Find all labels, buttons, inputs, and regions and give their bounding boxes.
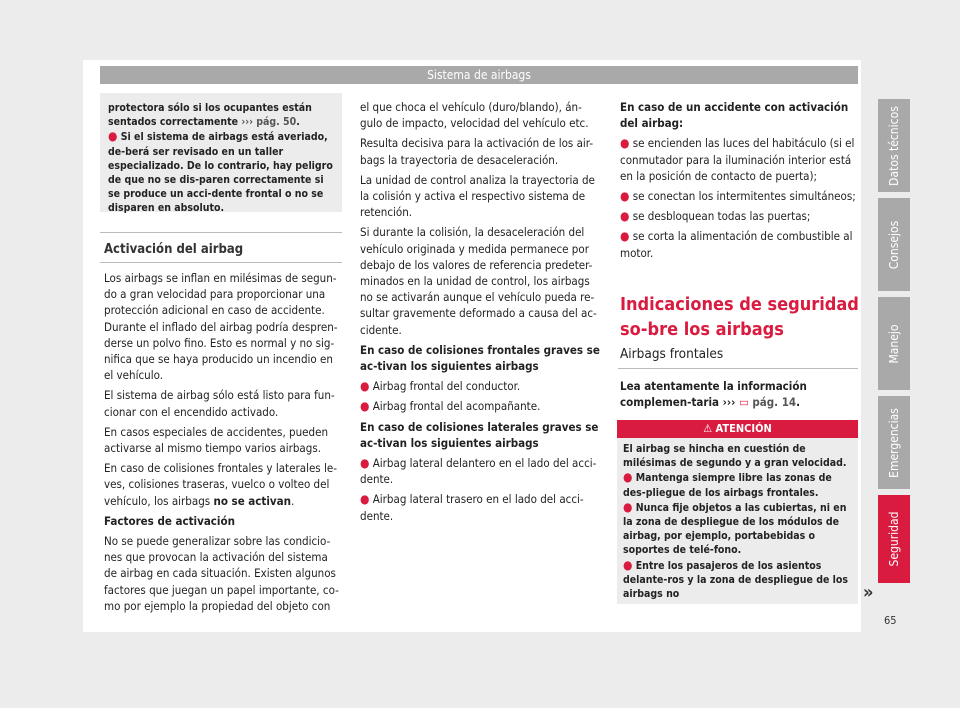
- section-title: Activación del airbag: [104, 242, 244, 257]
- bullet-icon: ●: [620, 136, 630, 151]
- warning-item: ● Nunca fije objetos a las cubiertas, ni en la zona de despliegue de los módulos de airbag, por ejemplo, portabebidas o soportes de telé-fono.: [623, 499, 847, 557]
- note-text: protectora sólo si los ocupantes están sentados correctamente: [108, 102, 312, 129]
- column-middle: [360, 99, 600, 528]
- paragraph: el que choca el vehículo (duro/blando), án-gulo de impacto, velocidad del vehículo etc.: [360, 100, 589, 131]
- list-item: ● se conectan los intermitentes simultáneos;: [620, 189, 856, 204]
- tab-emergencias[interactable]: Emergencias: [878, 396, 910, 489]
- page-ref-link[interactable]: ››› pág. 50: [241, 116, 297, 129]
- bullet-icon: ●: [360, 456, 370, 471]
- tab-seguridad[interactable]: Seguridad: [878, 495, 910, 583]
- bullet-icon: ●: [623, 470, 633, 485]
- list-item: ● Airbag lateral trasero en el lado del acci-dente.: [360, 492, 584, 523]
- list-item: ● Airbag frontal del conductor.: [360, 379, 521, 394]
- bullet-icon: ●: [623, 557, 633, 572]
- subsection-title: Airbags frontales: [620, 346, 724, 362]
- bullet-icon: ●: [108, 129, 118, 144]
- paragraph: Los airbags se inflan en milésimas de segun-do a gran velocidad para proporcionar una protección adicional en caso de accidente. Durante el inflado del airbag podría despren-derse un polvo fino. Esto es normal y no sig-nifica que se haya producido un incendio en el vehículo.: [104, 271, 338, 383]
- page-number: 65: [884, 614, 897, 627]
- chapter-title: Indicaciones de seguridad so-bre los airbags: [620, 294, 859, 340]
- tab-consejos[interactable]: Consejos: [878, 198, 910, 291]
- note-bullet: Si el sistema de airbags está averiado, de-berá ser revisado en un taller especializado. De lo contrario, hay peligro de que no se dis-paren correctamente si se produce un acci-dente frontal o no se disparen en absoluto.: [108, 131, 333, 215]
- list-item: ● Airbag frontal del acompañante.: [360, 399, 541, 414]
- warning-box: [617, 420, 858, 604]
- bullet-icon: ●: [360, 492, 370, 507]
- list-item: ● Airbag lateral delantero en el lado del acci-dente.: [360, 456, 597, 487]
- bullet-icon: ●: [623, 499, 633, 514]
- reference-note: Lea atentamente la información complemen-taria ››› ▭ pág. 14.: [620, 379, 807, 409]
- subheading: En caso de colisiones frontales graves se ac-tivan los siguientes airbags: [360, 342, 600, 374]
- divider: [100, 232, 342, 233]
- bullet-icon: ●: [360, 399, 370, 414]
- paragraph: Resulta decisiva para la activación de los air-bags la trayectoria de desaceleración.: [360, 136, 594, 167]
- subheading: Factores de activación: [104, 513, 235, 528]
- paragraph: Si durante la colisión, la desaceleración del vehículo originada y medida permanece por debajo de los valores de referencia predeter-minados en la unidad de control, los airbags no se activarán aunque el vehículo pueda re-sultar gravemente deformado a causa del ac-cidente.: [360, 225, 597, 337]
- list-item: ● se desbloquean todas las puertas;: [620, 209, 811, 224]
- paragraph: En caso de colisiones frontales y laterales le-ves, colisiones traseras, vuelco o volteo del vehículo, los airbags no se activan.: [104, 461, 337, 508]
- warning-intro: El airbag se hincha en cuestión de milésimas de segundo y a gran velocidad.: [623, 443, 847, 470]
- column-right: [620, 99, 858, 265]
- warning-item: ● Mantenga siempre libre las zonas de des-pliegue de los airbags frontales.: [623, 470, 832, 499]
- warning-header: ⚠ ATENCIÓN: [617, 420, 858, 438]
- column-left: [104, 270, 342, 618]
- subheading: En caso de un accidente con activación del airbag:: [620, 100, 849, 131]
- bullet-icon: ●: [620, 229, 630, 244]
- warning-item: ● Entre los pasajeros de los asientos delante-ros y la zona de despliegue de los airbags no: [623, 557, 849, 601]
- book-icon: ▭: [739, 395, 749, 409]
- paragraph: No se puede generalizar sobre las condicio-nes que provocan la activación del sistema de airbag en cada situación. Existen algunos factores que juegan un papel importante, co-mo por ejemplo la propiedad del objeto con: [104, 534, 339, 613]
- list-item: ● se corta la alimentación de combustible al motor.: [620, 229, 853, 260]
- note-box: protectora sólo si los ocupantes están sentados correctamente ››› pág. 50. ● Si el sistema de airbags está averiado, de-berá ser revisado en un taller especializado. De lo contrario, hay peligro de que no se dis-paren correctamente si se produce un acci-dente frontal o no se disparen en absoluto.: [100, 93, 342, 212]
- page-ref-link[interactable]: pág. 14: [752, 395, 797, 409]
- list-item: ● se encienden las luces del habitáculo (si el conmutador para la iluminación interior está en la posición de contacto de puerta);: [620, 136, 855, 183]
- paragraph: La unidad de control analiza la trayectoria de la colisión y activa el respectivo sistema de retención.: [360, 172, 595, 220]
- subheading: En caso de colisiones laterales graves se ac-tivan los siguientes airbags: [360, 419, 599, 450]
- bullet-icon: ●: [620, 209, 630, 224]
- bullet-icon: ●: [620, 189, 630, 204]
- paragraph: El sistema de airbag sólo está listo para fun-cionar con el encendido activado.: [104, 388, 335, 419]
- paragraph: En casos especiales de accidentes, pueden activarse al mismo tiempo varios airbags.: [104, 424, 329, 456]
- tab-manejo[interactable]: Manejo: [878, 297, 910, 390]
- section-header: Sistema de airbags: [100, 66, 858, 84]
- bullet-icon: ●: [360, 379, 370, 394]
- continue-arrow-icon: »: [863, 582, 874, 603]
- divider: [618, 368, 858, 369]
- tab-datos-tecnicos[interactable]: Datos técnicos: [878, 99, 910, 192]
- divider: [100, 262, 342, 263]
- warning-icon: ⚠: [703, 422, 713, 435]
